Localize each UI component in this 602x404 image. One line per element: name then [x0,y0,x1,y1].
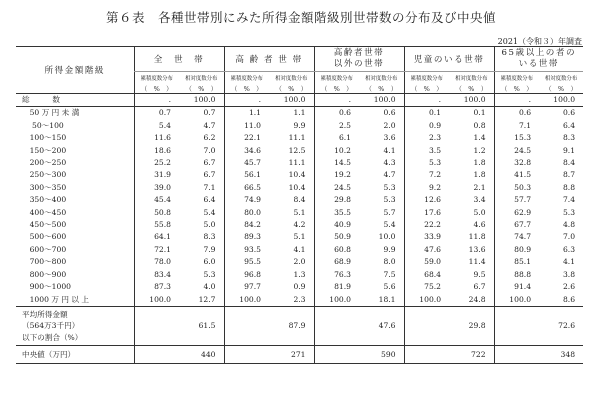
unit-label: （ % ） [404,83,449,94]
relative-value: 8.4 [293,195,306,205]
relative-value: 2.1 [473,182,486,192]
relative-value: 1.8 [473,158,486,168]
cumulative-value: 81.9 [314,281,359,293]
relative-value: 5.0 [473,207,486,217]
relative-value: 0.9 [293,282,306,292]
relative-value: 5.3 [383,182,396,192]
unit-label: （ % ） [224,83,269,94]
relative-value: 4.1 [562,257,576,267]
cumulative-value: 91.4 [494,281,539,293]
cumulative-value: 64.1 [134,231,179,243]
relative-value: 18.1 [359,294,404,307]
relative-value: 100.0 [359,94,404,107]
median-value: 722 [404,345,494,363]
relative-value: 5.6 [383,282,396,292]
relative-value: 11.1 [288,158,306,168]
relative-value: 9.9 [383,244,396,254]
cumulative-value: 18.6 [134,145,179,157]
group-header-65-plus: 65歳以上の者の いる世帯 [494,47,583,72]
relative-value: 12.5 [288,145,306,155]
table-row [16,120,583,132]
cumulative-value: . [224,94,269,107]
relative-value: 2.6 [562,282,576,292]
cumulative-value: 89.3 [224,231,269,243]
relative-value: 6.7 [203,170,216,180]
cumulative-value: 56.1 [224,169,269,181]
cumulative-value: 31.9 [134,169,179,181]
relative-value: 100.0 [539,94,583,107]
unit-label: （ % ） [539,83,583,94]
group-header-non-elderly: 高齢者世帯 以外の世帯 [314,47,404,72]
cumulative-value: 57.7 [494,194,539,206]
relative-value: 0.1 [473,108,486,118]
cumulative-value: 15.3 [494,132,539,144]
relative-value: 4.8 [562,220,576,230]
relative-value: 4.3 [383,158,396,168]
relative-value: 7.0 [562,232,576,242]
relative-value: 4.7 [383,170,396,180]
cumulative-value: 22.2 [404,219,449,231]
relative-value: 10.4 [288,170,306,180]
relative-value: 5.3 [203,269,216,279]
income-bracket-label: 100～150 [22,133,67,143]
relative-value: 1.4 [473,133,486,143]
avg-value: 29.8 [404,306,494,345]
relative-value: 11.1 [288,133,306,143]
cumulative-value: 9.2 [404,182,449,194]
cumulative-value: 25.2 [134,157,179,169]
cumulative-value: . [404,94,449,107]
cumulative-value: 60.8 [314,244,359,256]
income-bracket-label: 600～700 [22,244,67,254]
cumulative-value: 50.3 [494,182,539,194]
relative-value: 3.6 [383,133,396,143]
relative-value: 7.0 [203,145,216,155]
group-header-with-children: 児童のいる世帯 [404,47,494,72]
sub-header-cumulative: 累積度数分布 [314,72,359,84]
cumulative-value: 74.7 [494,231,539,243]
cumulative-value: 19.2 [314,169,359,181]
unit-label: （ % ） [494,83,539,94]
cumulative-value: 93.5 [224,244,269,256]
cumulative-value: 39.0 [134,182,179,194]
relative-value: 5.0 [203,220,216,230]
cumulative-value: 0.6 [314,107,359,120]
relative-value: 2.0 [293,257,306,267]
relative-value: 8.4 [562,158,576,168]
income-bracket-label: 800～900 [22,269,67,279]
average-income-label: 平均所得金額 （564万3千円） 以下の割合（%） [16,306,134,345]
cumulative-value: 100.0 [134,294,179,307]
relative-value: 4.0 [203,282,216,292]
cumulative-value: 29.8 [314,194,359,206]
cumulative-value: 14.5 [314,157,359,169]
cumulative-value: 74.9 [224,194,269,206]
cumulative-value: 2.3 [404,132,449,144]
cumulative-value: 97.7 [224,281,269,293]
relative-value: 10.0 [378,232,396,242]
cumulative-value: 6.1 [314,132,359,144]
relative-value: 4.2 [293,220,306,230]
income-bracket-label: 200～250 [22,158,67,168]
income-bracket-label: 400～450 [22,207,67,217]
cumulative-value: 55.8 [134,219,179,231]
unit-label: （ % ） [314,83,359,94]
cumulative-value: 83.4 [134,269,179,281]
cumulative-value: 40.9 [314,219,359,231]
income-bracket-label: 700～800 [22,257,67,267]
relative-value: 4.6 [473,220,486,230]
relative-value: 6.0 [203,257,216,267]
table-row [16,219,583,231]
sub-header-relative: 相対度数分布 [544,75,578,82]
avg-value: 61.5 [134,306,224,345]
cumulative-value: 34.6 [224,145,269,157]
income-bracket-label: 300～350 [22,182,67,192]
cumulative-value: 100.0 [494,294,539,307]
row-label-header: 所得金額階級 [16,47,134,94]
relative-value: 8.3 [203,232,216,242]
cumulative-value: . [494,94,539,107]
relative-value: 5.7 [383,207,396,217]
sub-header-cumulative: 累積度数分布 [494,72,539,84]
relative-value: 6.4 [203,195,216,205]
relative-value: 11.4 [468,257,486,267]
unit-label: （ % ） [179,83,224,94]
relative-value: 1.2 [473,145,486,155]
cumulative-value: 85.1 [494,256,539,268]
cumulative-value: 95.5 [224,256,269,268]
relative-value: 5.1 [293,232,306,242]
table-row [16,269,583,281]
relative-value: 8.8 [562,182,576,192]
cumulative-value: 100.0 [314,294,359,307]
table-row [16,207,583,219]
cumulative-value: 5.3 [404,157,449,169]
sub-header-cumulative: 累積度数分布 [404,72,449,84]
relative-value: 100.0 [179,94,224,107]
cumulative-value: 59.0 [404,256,449,268]
relative-value: 1.1 [293,108,306,118]
relative-value: 10.4 [288,182,306,192]
cumulative-value: 12.6 [404,194,449,206]
table-row [16,256,583,268]
relative-value: 1.8 [473,170,486,180]
cumulative-value: 88.8 [494,269,539,281]
avg-value: 87.9 [224,306,314,345]
table-row [16,132,583,144]
relative-value: 9.9 [293,120,306,130]
median-value: 440 [134,345,224,363]
table-row [16,94,583,107]
cumulative-value: 75.2 [404,281,449,293]
cumulative-value: 0.1 [404,107,449,120]
relative-value: 7.5 [383,269,396,279]
income-bracket-label: 50～100 [22,120,64,130]
cumulative-value: 80.0 [224,207,269,219]
avg-value: 72.6 [494,306,583,345]
cumulative-value: 100.0 [404,294,449,307]
sub-header-relative: 相対度数分布 [455,75,488,82]
table-row [16,169,583,181]
sub-header-relative: 相対度数分布 [365,75,398,82]
average-income-row [16,306,583,345]
relative-value: 6.2 [203,133,216,143]
cumulative-value: 7.2 [404,169,449,181]
cumulative-value: 47.6 [404,244,449,256]
relative-value: 7.4 [562,195,576,205]
income-bracket-label: 250～300 [22,170,67,180]
relative-value: 8.7 [562,170,576,180]
table-row [16,294,583,307]
avg-value: 47.6 [314,306,404,345]
unit-label: （ % ） [134,83,179,94]
median-value: 271 [224,345,314,363]
relative-value: 12.7 [179,294,224,307]
unit-label: （ % ） [269,83,314,94]
income-bracket-label: 500～600 [22,232,67,242]
relative-value: 9.5 [473,269,486,279]
relative-value: 3.8 [562,269,576,279]
unit-label: （ % ） [449,83,494,94]
cumulative-value: 80.9 [494,244,539,256]
relative-value: 5.3 [562,207,576,217]
relative-value: 8.6 [539,294,583,307]
relative-value: 3.4 [473,195,486,205]
relative-value: 2.3 [269,294,314,307]
median-value: 590 [314,345,404,363]
cumulative-value: 100.0 [224,294,269,307]
cumulative-value: 87.3 [134,281,179,293]
relative-value: 13.6 [468,244,486,254]
cumulative-value: 45.7 [224,157,269,169]
cumulative-value: 0.7 [134,107,179,120]
relative-value: 4.7 [203,120,216,130]
cumulative-value: 0.6 [494,107,539,120]
relative-value: 0.7 [203,108,216,118]
table-row [16,194,583,206]
cumulative-value: 62.9 [494,207,539,219]
distribution-table [16,46,583,364]
median-label: 中央値（万円） [16,345,134,363]
relative-value: 6.7 [203,158,216,168]
table-title: 第６表 各種世帯別にみた所得金額階級別世帯数の分布及び中央値 [105,10,496,25]
relative-value: 0.6 [383,108,396,118]
cumulative-value: 11.6 [134,132,179,144]
relative-value: 11.8 [468,232,486,242]
cumulative-value: 66.5 [224,182,269,194]
cumulative-value: 11.0 [224,120,269,132]
relative-value: 0.8 [473,120,486,130]
relative-value: 4.1 [383,145,396,155]
survey-year-note: 2021（令和３）年調査 [497,37,582,46]
relative-value: 7.9 [203,244,216,254]
relative-value: 7.1 [203,182,216,192]
group-header-all: 全 世 帯 [134,47,224,72]
sub-header-cumulative: 累積度数分布 [134,72,179,84]
table-row [16,244,583,256]
table-row [16,281,583,293]
relative-value: 5.3 [383,195,396,205]
relative-value: 5.4 [203,207,216,217]
cumulative-value: . [314,94,359,107]
cumulative-value: 5.4 [134,120,179,132]
relative-value: 24.8 [449,294,494,307]
cumulative-value: 0.9 [404,120,449,132]
group-header-elderly: 高 齢 者 世 帯 [224,47,314,72]
cumulative-value: 32.8 [494,157,539,169]
unit-label: （ % ） [359,83,404,94]
cumulative-value: 72.1 [134,244,179,256]
relative-value: 0.6 [562,108,576,118]
income-bracket-label: 900～1000 [22,282,72,292]
cumulative-value: 67.7 [494,219,539,231]
income-bracket-label: 総 数 [16,94,134,107]
cumulative-value: 84.2 [224,219,269,231]
table-row [16,107,583,120]
cumulative-value: 96.8 [224,269,269,281]
cumulative-value: 1.1 [224,107,269,120]
cumulative-value: 68.4 [404,269,449,281]
median-value: 348 [494,345,583,363]
relative-value: 6.7 [473,282,486,292]
cumulative-value: 7.1 [494,120,539,132]
income-bracket-label: 350～400 [22,195,67,205]
relative-value: 8.3 [562,133,576,143]
relative-value: 8.0 [383,257,396,267]
relative-value: 5.1 [293,207,306,217]
income-bracket-label: 1000 万 円 以 上 [16,294,134,307]
cumulative-value: . [134,94,179,107]
table-row [16,182,583,194]
relative-value: 2.0 [383,120,396,130]
table-row [16,145,583,157]
relative-value: 6.4 [562,120,576,130]
table-row [16,231,583,243]
cumulative-value: 35.5 [314,207,359,219]
sub-header-relative: 相対度数分布 [275,75,308,82]
cumulative-value: 2.5 [314,120,359,132]
income-bracket-label: 50 万 円 未 満 [22,108,80,118]
relative-value: 4.1 [293,244,306,254]
relative-value: 100.0 [269,94,314,107]
cumulative-value: 78.0 [134,256,179,268]
cumulative-value: 76.3 [314,269,359,281]
cumulative-value: 68.9 [314,256,359,268]
income-bracket-label: 450～500 [22,220,67,230]
sub-header-cumulative: 累積度数分布 [224,72,269,84]
relative-value: 100.0 [449,94,494,107]
table-row [16,157,583,169]
cumulative-value: 17.6 [404,207,449,219]
cumulative-value: 41.5 [494,169,539,181]
cumulative-value: 3.5 [404,145,449,157]
median-row [16,345,583,363]
cumulative-value: 45.4 [134,194,179,206]
cumulative-value: 50.9 [314,231,359,243]
income-bracket-label: 150～200 [22,145,67,155]
cumulative-value: 33.9 [404,231,449,243]
cumulative-value: 24.5 [494,145,539,157]
relative-value: 6.3 [562,244,576,254]
cumulative-value: 24.5 [314,182,359,194]
relative-value: 9.1 [562,145,576,155]
cumulative-value: 50.8 [134,207,179,219]
relative-value: 5.4 [383,220,396,230]
sub-header-relative: 相対度数分布 [185,75,218,82]
relative-value: 1.3 [293,269,306,279]
cumulative-value: 22.1 [224,132,269,144]
cumulative-value: 10.2 [314,145,359,157]
